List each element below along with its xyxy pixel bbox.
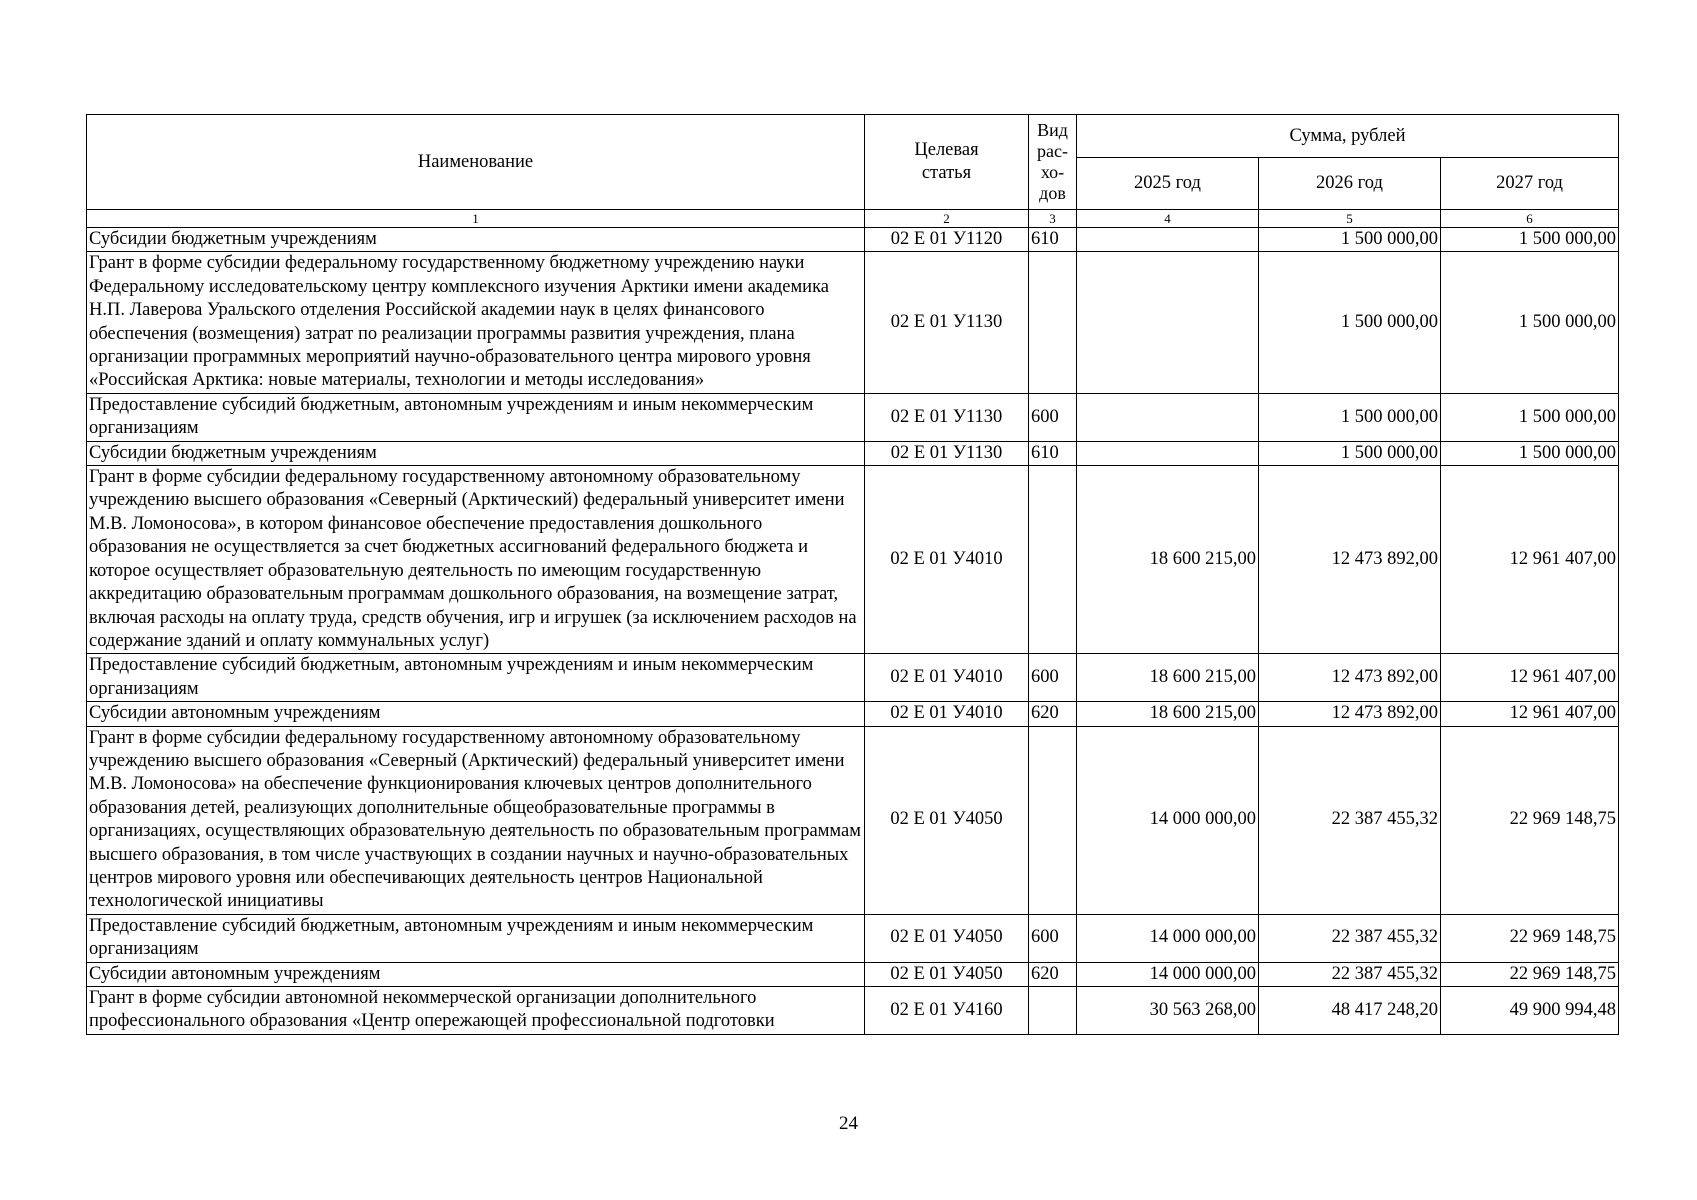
table-row (87, 702, 1619, 726)
row-sum-2026: 1 500 000,00 (1259, 228, 1441, 252)
header-target-article-label: Целевая статья (914, 140, 979, 183)
row-sum-2027: 22 969 148,75 (1441, 962, 1619, 986)
row-sum-2027: 22 969 148,75 (1441, 726, 1619, 914)
row-name: Грант в форме субсидии автономной некоммерческой организации дополнительного профессионального образования «Центр опережающей профессиональной подготовки (87, 987, 865, 1035)
row-sum-2026: 12 473 892,00 (1259, 654, 1441, 702)
row-sum-2027: 1 500 000,00 (1441, 228, 1619, 252)
row-sum-2026: 12 473 892,00 (1259, 702, 1441, 726)
header-target-article (865, 115, 1029, 210)
row-sum-2026: 22 387 455,32 (1259, 962, 1441, 986)
row-name: Субсидии автономным учреждениям (87, 962, 865, 986)
table-row (87, 466, 1619, 654)
table-row (87, 441, 1619, 465)
row-sum-2026: 1 500 000,00 (1259, 252, 1441, 393)
row-expense-type (1029, 466, 1077, 654)
row-sum-2025 (1077, 252, 1259, 393)
row-sum-2025: 14 000 000,00 (1077, 726, 1259, 914)
header-year-2027: 2027 год (1441, 158, 1619, 210)
row-sum-2027: 12 961 407,00 (1441, 654, 1619, 702)
row-name: Субсидии бюджетным учреждениям (87, 441, 865, 465)
row-sum-2026: 12 473 892,00 (1259, 466, 1441, 654)
row-sum-2025: 18 600 215,00 (1077, 702, 1259, 726)
row-name: Грант в форме субсидии федеральному государственному автономному образовательному учреждению высшего образования «Северный (Арктический) федеральный университет имени М.В. Ломоносова», в котором финансовое обеспечение предоставления дошкольного образования не осуществляется за счет бюджетных ассигнований федерального бюджета и которое осуществляет образовательную деятельность по имеющим государственную аккредитацию образовательным программам дошкольного образования, на возмещение затрат, включая расходы на оплату труда, средств обучения, игр и игрушек (за исключением расходов на содержание зданий и оплату коммунальных услуг) (87, 466, 865, 654)
column-number: 6 (1441, 210, 1619, 228)
row-target-article: 02 Е 01 У1130 (865, 252, 1029, 393)
row-sum-2026: 1 500 000,00 (1259, 393, 1441, 441)
column-number: 1 (87, 210, 865, 228)
row-expense-type: 610 (1029, 228, 1077, 252)
row-expense-type (1029, 987, 1077, 1035)
row-name: Грант в форме субсидии федеральному государственному автономному образовательному учреждению высшего образования «Северный (Арктический) федеральный университет имени М.В. Ломоносова» на обеспечение функционирования ключевых центров дополнительного образования детей, реализующих дополнительные общеобразовательные программы в организациях, осуществляющих образовательную деятельность по образовательным программам высшего образования, в том числе участвующих в создании научных и научно-образовательных центров мирового уровня или обеспечивающих деятельность центров Национальной технологической инициативы (87, 726, 865, 914)
page-number: 24 (839, 1113, 858, 1134)
row-sum-2027: 1 500 000,00 (1441, 441, 1619, 465)
row-expense-type: 600 (1029, 393, 1077, 441)
table-row (87, 393, 1619, 441)
header-year-2025: 2025 год (1077, 158, 1259, 210)
row-name: Грант в форме субсидии федеральному государственному бюджетному учреждению науки Федеральному исследовательскому центру комплексного изучения Арктики имени академика Н.П. Лаверова Уральского отделения Российской академии наук в целях финансового обеспечения (возмещения) затрат по реализации программы развития учреждения, плана организации программных мероприятий научно-образовательного центра мирового уровня «Российская Арктика: новые материалы, технологии и методы исследования» (87, 252, 865, 393)
header-expense-type-label: Вид рас-хо-дов (1037, 120, 1068, 203)
row-expense-type: 620 (1029, 702, 1077, 726)
row-sum-2025: 14 000 000,00 (1077, 914, 1259, 962)
row-sum-2027: 12 961 407,00 (1441, 702, 1619, 726)
budget-table (86, 114, 1619, 1035)
row-expense-type (1029, 252, 1077, 393)
column-number: 3 (1029, 210, 1077, 228)
row-target-article: 02 Е 01 У1130 (865, 441, 1029, 465)
row-sum-2025: 18 600 215,00 (1077, 466, 1259, 654)
row-sum-2027: 12 961 407,00 (1441, 466, 1619, 654)
row-target-article: 02 Е 01 У4050 (865, 962, 1029, 986)
row-sum-2025 (1077, 228, 1259, 252)
row-expense-type: 620 (1029, 962, 1077, 986)
row-sum-2025: 14 000 000,00 (1077, 962, 1259, 986)
table-row (87, 914, 1619, 962)
row-expense-type: 600 (1029, 914, 1077, 962)
header-expense-type (1029, 115, 1077, 210)
row-target-article: 02 Е 01 У4050 (865, 914, 1029, 962)
row-sum-2025 (1077, 441, 1259, 465)
row-target-article: 02 Е 01 У4010 (865, 654, 1029, 702)
column-number: 4 (1077, 210, 1259, 228)
table-row (87, 726, 1619, 914)
header-name: Наименование (87, 115, 865, 210)
header-row-top (87, 115, 1619, 158)
row-expense-type: 610 (1029, 441, 1077, 465)
row-name: Субсидии автономным учреждениям (87, 702, 865, 726)
row-target-article: 02 Е 01 У4010 (865, 466, 1029, 654)
row-target-article: 02 Е 01 У4050 (865, 726, 1029, 914)
budget-sheet (86, 114, 1618, 1035)
row-sum-2026: 48 417 248,20 (1259, 987, 1441, 1035)
row-sum-2026: 22 387 455,32 (1259, 914, 1441, 962)
column-number: 5 (1259, 210, 1441, 228)
row-target-article: 02 Е 01 У1130 (865, 393, 1029, 441)
header-year-2026: 2026 год (1259, 158, 1441, 210)
row-expense-type (1029, 726, 1077, 914)
row-expense-type: 600 (1029, 654, 1077, 702)
row-name: Субсидии бюджетным учреждениям (87, 228, 865, 252)
row-sum-2025: 30 563 268,00 (1077, 987, 1259, 1035)
row-sum-2026: 1 500 000,00 (1259, 441, 1441, 465)
row-target-article: 02 Е 01 У4010 (865, 702, 1029, 726)
row-name: Предоставление субсидий бюджетным, автономным учреждениям и иным некоммерческим организациям (87, 393, 865, 441)
row-sum-2025 (1077, 393, 1259, 441)
row-sum-2025: 18 600 215,00 (1077, 654, 1259, 702)
row-sum-2027: 1 500 000,00 (1441, 252, 1619, 393)
row-name: Предоставление субсидий бюджетным, автономным учреждениям и иным некоммерческим организациям (87, 654, 865, 702)
table-row (87, 252, 1619, 393)
table-row (87, 654, 1619, 702)
row-target-article: 02 Е 01 У4160 (865, 987, 1029, 1035)
table-row (87, 987, 1619, 1035)
row-sum-2026: 22 387 455,32 (1259, 726, 1441, 914)
row-sum-2027: 1 500 000,00 (1441, 393, 1619, 441)
row-target-article: 02 Е 01 У1120 (865, 228, 1029, 252)
table-row (87, 962, 1619, 986)
column-number: 2 (865, 210, 1029, 228)
row-sum-2027: 49 900 994,48 (1441, 987, 1619, 1035)
header-sum: Сумма, рублей (1077, 115, 1619, 158)
row-name: Предоставление субсидий бюджетным, автономным учреждениям и иным некоммерческим организациям (87, 914, 865, 962)
row-sum-2027: 22 969 148,75 (1441, 914, 1619, 962)
table-row (87, 228, 1619, 252)
column-numbers-row (87, 210, 1619, 228)
